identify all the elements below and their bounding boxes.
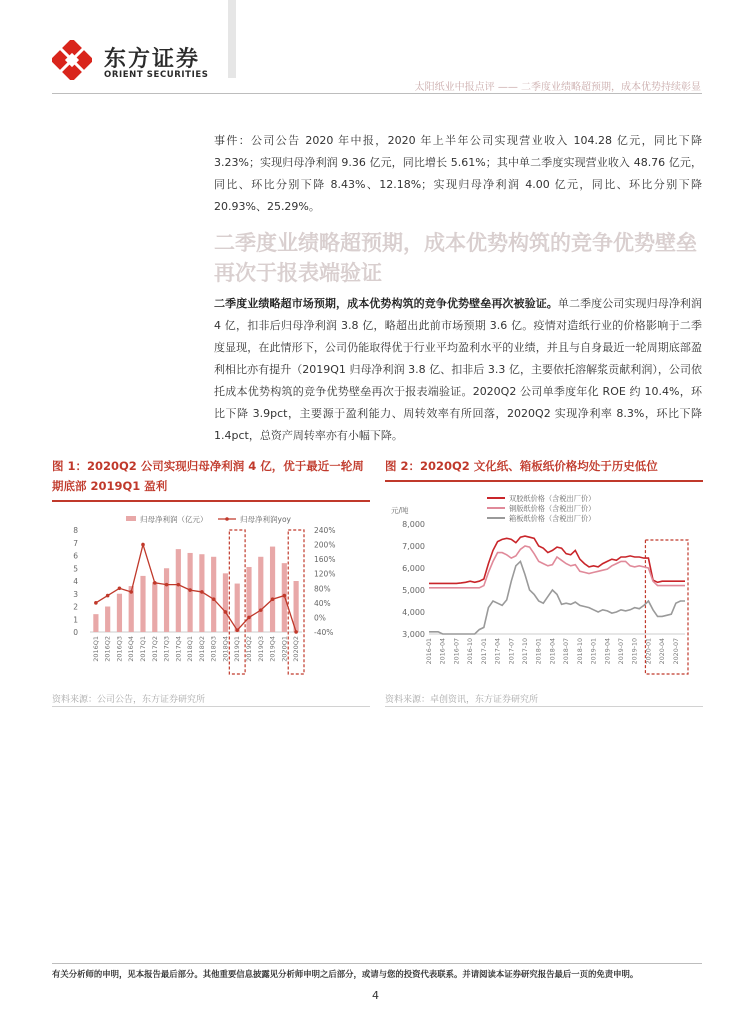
x-tick-label: 2017Q1 [139,636,147,662]
series-line-yoy [96,545,296,632]
figure1-title: 图 1：2020Q2 公司实现归母净利润 4 亿，优于最近一轮周期底部 2019Q1 盈利 [52,459,364,493]
y-left-tick-label: 1 [73,615,78,625]
y-left-tick-label: 5 [73,564,78,574]
x-tick-label: 2020-07 [672,638,680,665]
x-tick-label: 2017Q4 [174,636,183,662]
x-tick-label: 2018-07 [563,638,571,665]
y-left-tick-label: 8 [73,526,78,535]
bar-2018Q3 [211,557,216,632]
figure2-title-rule [385,480,703,482]
x-tick-label: 2017-01 [480,638,488,665]
y-axis-label: 元/吨 [391,506,409,515]
x-tick-label: 2020Q1 [280,636,289,662]
bar-2017Q3 [164,568,169,632]
analysis-lead: 二季度业绩略超市场预期，成本优势构筑的竞争优势壁垒再次被验证。 [214,297,558,310]
footer-divider [52,963,702,964]
y-tick-label: 7,000 [402,542,425,551]
figure2-chart [385,484,703,684]
y-right-tick-label: 240% [314,526,336,535]
running-title: 太阳纸业中报点评 —— 二季度业绩略超预期，成本优势持续彰显 [414,82,701,93]
bar-2017Q1 [140,576,145,632]
x-tick-label: 2016Q2 [103,636,112,662]
point-yoy-2019Q4 [271,597,275,601]
point-yoy-2017Q3 [165,583,169,587]
y-left-tick-label: 7 [73,538,78,548]
x-tick-label: 2018-01 [535,638,543,665]
bar-2018Q4 [223,573,228,632]
y-right-tick-label: 200% [314,540,336,550]
bar-2019Q2 [246,567,251,632]
point-yoy-2018Q4 [224,610,228,614]
x-tick-label: 2016-01 [426,638,433,665]
header-divider [52,93,702,94]
footer-disclaimer: 有关分析师的申明，见本报告最后部分。其他重要信息披露见分析师申明之后部分，或请与您的投资代表联系。并请阅读本证券研究报告最后一页的免责申明。 [52,969,639,979]
x-tick-label: 2020Q2 [292,636,301,662]
x-tick-label: 2016-07 [453,638,461,665]
point-yoy-2019Q1 [235,628,239,632]
bar-2019Q4 [270,547,275,632]
x-tick-label: 2018Q4 [221,636,230,662]
bar-2016Q2 [105,607,110,633]
point-yoy-2016Q2 [106,594,110,598]
bar-2019Q3 [258,557,263,632]
x-tick-label: 2019-10 [631,638,639,665]
figure1-title-rule [52,500,370,502]
point-yoy-2016Q1 [94,601,98,605]
figure1-chart [52,504,370,684]
bar-2017Q4 [176,549,181,632]
y-tick-label: 3,000 [402,630,425,639]
x-tick-label: 2019Q3 [256,636,265,662]
legend-label-profit: 归母净利润（亿元） [140,515,208,524]
event-paragraph: 事件：公司公告 2020 年中报，2020 年上半年公司实现营业收入 104.28 亿元，同比下降 3.23%；实现归母净利润 9.36 亿元，同比增长 5.61%；其中单二季度实现营业收入 48.76 亿元，同比、环比分别下降 8.43%、12.18%；实现归母净利润 4.00 亿元，同比、环比分别下降 20.93%、25.29%。 [214,134,702,213]
y-left-tick-label: 4 [73,577,78,586]
x-tick-label: 2018Q1 [186,636,195,662]
x-tick-label: 2019-01 [590,638,598,665]
section-heading: 二季度业绩略超预期，成本优势构筑的竞争优势壁垒再次于报表端验证 [214,231,697,285]
orient-securities-logo-icon [52,40,92,80]
x-tick-label: 2019Q1 [233,636,242,662]
figure2-source-rule [385,706,703,707]
x-tick-label: 2017Q2 [150,636,159,662]
y-left-tick-label: 3 [73,589,78,599]
x-tick-label: 2018Q2 [197,636,206,662]
x-tick-label: 2017-04 [494,638,502,665]
legend-label-2: 箱板纸价格（含税出厂价） [509,514,596,523]
point-yoy-2019Q2 [247,616,251,620]
x-tick-label: 2019Q4 [268,636,277,662]
y-tick-label: 4,000 [402,608,425,617]
x-tick-label: 2017Q3 [162,636,171,662]
figure1-source-rule [52,706,370,707]
y-tick-label: 5,000 [402,586,425,595]
x-tick-label: 2018-10 [576,638,584,665]
y-right-tick-label: 0% [314,613,326,623]
y-left-tick-label: 2 [73,602,78,612]
figure2-source: 资料来源：卓创资讯，东方证券研究所 [385,695,539,705]
analysis-paragraph [214,293,702,447]
series-line-2 [429,561,685,634]
header-decor-bar [228,0,236,78]
x-tick-label: 2020-01 [645,638,653,665]
x-tick-label: 2017-07 [508,638,516,665]
point-yoy-2018Q3 [212,597,216,601]
y-right-tick-label: 40% [314,598,331,608]
y-right-tick-label: 160% [314,555,336,565]
x-tick-label: 2017-10 [522,638,529,665]
x-tick-label: 2016Q4 [127,636,136,662]
legend-marker-yoy [225,517,229,521]
point-yoy-2020Q2 [294,630,298,634]
brand-name-en: ORIENT SECURITIES [104,70,209,80]
series-line-0 [429,536,685,583]
x-tick-label: 2016Q1 [91,636,100,662]
x-tick-label: 2019-04 [604,638,612,665]
analysis-body: 单二季度公司实现归母净利润 4 亿，扣非后归母净利润 3.8 亿，略超出此前市场预期 3.6 亿。疫情对造纸行业的价格影响于二季度显现，在此情形下，公司仍能取得优于行业平均盈利水平的业绩，并且与自身最近一轮周期底部盈利相比亦有提升（2019Q1 归母净利润 3.8 亿、扣非后 3.3 亿，主要依托溶解浆贡献利润），公司依托成本优势构筑的竞争优势壁垒再次于报表端验证。2020Q2 公司单季度年化 ROE 约 10.4%，环比下降 3.9pct，主要源于盈利能力、周转效率有所回落，2020Q2 实现净利率 8.3%，环比下降 1.4pct，总资产周转率亦有小幅下降。 [214,297,703,442]
point-yoy-2018Q1 [188,588,192,592]
point-yoy-2016Q4 [129,590,133,594]
bar-2016Q3 [117,594,122,632]
legend-swatch-profit [126,516,136,521]
page-number: 4 [372,989,379,1002]
legend-label-1: 铜版纸价格（含税出厂价） [509,504,596,513]
bar-2018Q1 [188,553,193,632]
x-tick-label: 2019-07 [618,638,625,665]
point-yoy-2017Q2 [153,581,157,585]
point-yoy-2017Q4 [177,583,181,587]
figure2-title: 图 2：2020Q2 文化纸、箱板纸价格均处于历史低位 [385,459,658,473]
legend-label-yoy: 归母净利润yoy [240,515,291,524]
y-tick-label: 6,000 [402,564,425,573]
point-yoy-2019Q3 [259,608,263,612]
brand-name-cn: 东方证券 [104,47,201,72]
point-yoy-2020Q1 [283,594,287,598]
x-tick-label: 2018-04 [549,638,557,665]
bar-2019Q1 [235,584,240,632]
x-tick-label: 2016Q3 [115,636,124,662]
x-tick-label: 2019Q2 [245,636,253,662]
x-tick-label: 2016-04 [439,638,447,665]
y-right-tick-label: -40% [314,628,334,637]
x-tick-label: 2018Q3 [209,636,218,662]
x-tick-label: 2020-04 [659,638,667,665]
point-yoy-2016Q3 [118,586,122,590]
bar-2017Q2 [152,582,157,632]
bar-2016Q1 [93,614,98,632]
y-right-tick-label: 80% [314,584,331,594]
y-left-tick-label: 0 [73,628,78,637]
legend-label-0: 双胶纸价格（含税出厂价） [509,494,596,503]
point-yoy-2018Q2 [200,590,204,594]
y-tick-label: 8,000 [402,520,425,529]
figure1-source: 资料来源：公司公告，东方证券研究所 [52,695,206,705]
x-tick-label: 2016-10 [467,638,475,665]
point-yoy-2017Q1 [141,543,145,547]
y-left-tick-label: 6 [73,551,78,561]
y-right-tick-label: 120% [314,569,336,579]
